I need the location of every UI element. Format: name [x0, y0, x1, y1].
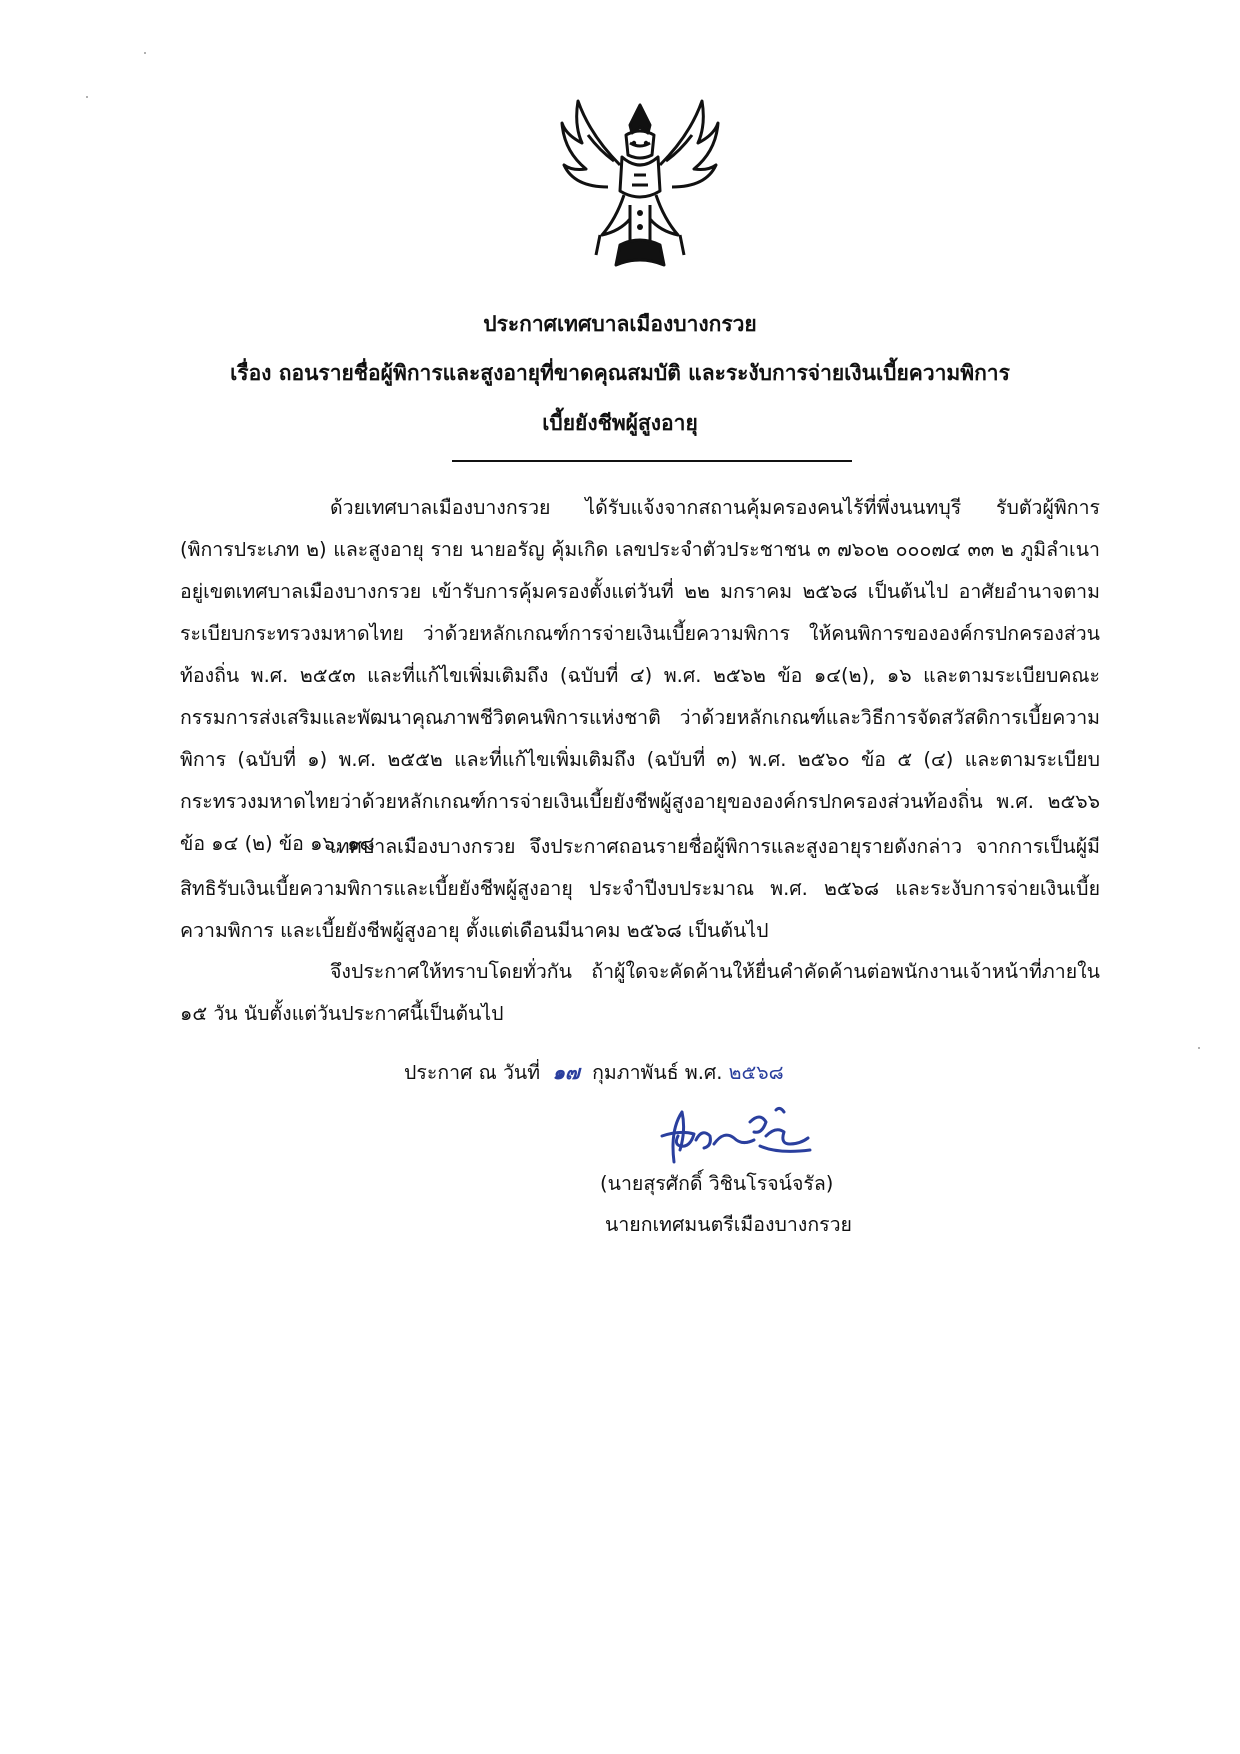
date-prefix: ประกาศ ณ วันที่: [404, 1061, 541, 1084]
body-paragraph-2: [180, 826, 1100, 952]
date-year-handwritten: ๒๕๖๘: [728, 1061, 784, 1084]
signer-name: (นายสุรศักดิ์ วิชินโรจน์จรัล): [600, 1172, 834, 1195]
date-day-handwritten: ๑๗: [552, 1061, 580, 1084]
scan-speck: [144, 52, 146, 54]
paragraph-text: จึงประกาศให้ทราบโดยทั่วกัน ถ้าผู้ใดจะคัดค้านให้ยื่นคำคัดค้านต่อพนักงานเจ้าหน้าที่ภายใน ๑๕ วัน นับตั้งแต่วันประกาศนี้เป็นต้นไป: [180, 960, 1100, 1025]
announcement-subject: เรื่อง ถอนรายชื่อผู้พิการและสูงอายุที่ขาดคุณสมบัติ และระงับการจ่ายเงินเบี้ยความพิการ: [230, 361, 1010, 385]
signer-title: นายกเทศมนตรีเมืองบางกรวย: [605, 1213, 852, 1236]
date-month: กุมภาพันธ์ พ.ศ.: [592, 1061, 729, 1084]
paragraph-text: ด้วยเทศบาลเมืองบางกรวย ได้รับแจ้งจากสถานคุ้มครองคนไร้ที่พึ่งนนทบุรี รับตัวผู้พิการ (พิการประเภท ๒) และสูงอายุ ราย นายอรัญ คุ้มเกิด เลขประจำตัวประชาชน ๓ ๗๖๐๒ ๐๐๐๗๔ ๓๓ ๒ ภูมิลำเนาอยู่เขตเทศบาลเมืองบางกรวย เข้ารับการคุ้มครองตั้งแต่วันที่ ๒๒ มกราคม ๒๕๖๘ เป็นต้นไป อาศัยอำนาจตามระเบียบกระทรวงมหาดไทย ว่าด้วยหลักเกณฑ์การจ่ายเงินเบี้ยความพิการ ให้คนพิการขององค์กรปกครองส่วนท้องถิ่น พ.ศ. ๒๕๕๓ และที่แก้ไขเพิ่มเติมถึง (ฉบับที่ ๔) พ.ศ. ๒๕๖๒ ข้อ ๑๔(๒), ๑๖ และตามระเบียบคณะกรรมการส่งเสริมและพัฒนาคุณภาพชีวิตคนพิการแห่งชาติ ว่าด้วยหลักเกณฑ์และวิธีการจัดสวัสดิการเบี้ยความพิการ (ฉบับที่ ๑) พ.ศ. ๒๕๕๒ และที่แก้ไขเพิ่มเติมถึง (ฉบับที่ ๓) พ.ศ. ๒๕๖๐ ข้อ ๕ (๔) และตามระเบียบกระทรวงมหาดไทยว่าด้วยหลักเกณฑ์การจ่ายเงินเบี้ยยังชีพผู้สูงอายุขององค์กรปกครองส่วนท้องถิ่น พ.ศ. ๒๕๖๖ ข้อ ๑๔ (๒) ข้อ ๑๖, ๑๘: [180, 496, 1100, 855]
announcement-date: [404, 1059, 784, 1087]
title-divider: [452, 460, 852, 462]
garuda-emblem-icon: [560, 95, 720, 275]
scan-speck: [1198, 1047, 1200, 1049]
body-paragraph-3: [180, 951, 1100, 1035]
body-paragraph-1: [180, 487, 1100, 865]
paragraph-text: เทศบาลเมืองบางกรวย จึงประกาศถอนรายชื่อผู้พิการและสูงอายุรายดังกล่าว จากการเป็นผู้มีสิทธิรับเงินเบี้ยความพิการและเบี้ยยังชีพผู้สูงอายุ ประจำปีงบประมาณ พ.ศ. ๒๕๖๘ และระงับการจ่ายเงินเบี้ยความพิการ และเบี้ยยังชีพผู้สูงอายุ ตั้งแต่เดือนมีนาคม ๒๕๖๘ เป็นต้นไป: [180, 835, 1100, 942]
scan-speck: [86, 96, 88, 98]
announcement-title: ประกาศเทศบาลเมืองบางกรวย: [483, 312, 757, 336]
announcement-subject-cont: เบี้ยยังชีพผู้สูงอายุ: [542, 411, 698, 435]
handwritten-signature-icon: [650, 1100, 820, 1180]
